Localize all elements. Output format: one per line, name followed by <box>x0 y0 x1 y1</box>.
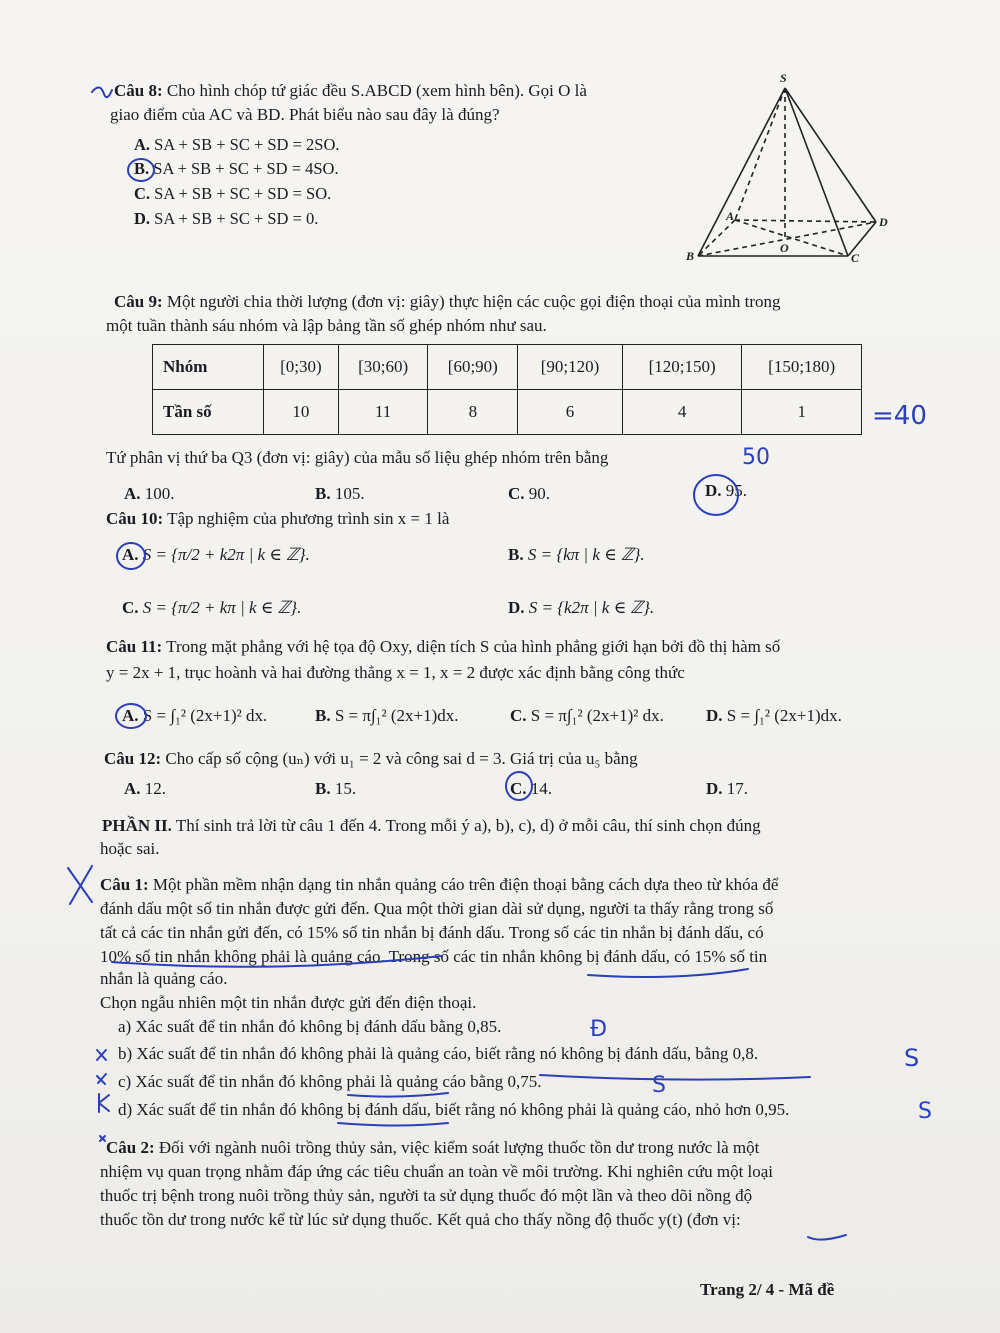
q10-line1: Câu 10: Tập nghiệm của phương trình sin x = 1 là <box>106 509 450 528</box>
vertex-b-label: B <box>686 249 695 263</box>
table-cell: [150;180) <box>742 345 862 390</box>
vertex-s-label: S <box>780 71 787 85</box>
table-cell: [120;150) <box>622 345 742 390</box>
ink-underline-1 <box>112 956 442 967</box>
q9-option-a: A. 100. <box>124 484 175 503</box>
p2q1-item-a: a) Xác suất để tin nhắn đó không bị đánh dấu bằng 0,85. <box>118 1017 502 1036</box>
q11-option-d: D. S = ∫₁² (2x+1)dx. <box>706 706 842 725</box>
table-cell: [90;120) <box>518 345 623 390</box>
p2q1-item-b: b) Xác suất để tin nhắn đó không phải là quảng cáo, biết rằng nó không bị đánh dấu, bằng 0,8. <box>118 1044 759 1063</box>
q11-line1: Câu 11: Trong mặt phẳng với hệ tọa độ Oxy, diện tích S của hình phẳng giới hạn bởi đồ thị hàm số <box>106 637 781 656</box>
q8-line2: giao điểm của AC và BD. Phát biểu nào sau đây là đúng? <box>110 105 500 124</box>
ink-x-c <box>97 1074 106 1084</box>
ink-circle-q11-a <box>116 704 146 728</box>
table-cell: 4 <box>622 390 742 435</box>
q9-line2: một tuần thành sáu nhóm và lập bảng tần số ghép nhóm như sau. <box>106 316 547 335</box>
q10-option-d: D. S = {k2π | k ∈ ℤ}. <box>508 598 655 617</box>
p2q1-line3: tất cả các tin nhắn gửi đến, có 15% số tin nhắn bị đánh dấu. Trong số các tin nhắn bị đánh dấu, có <box>100 923 764 942</box>
ink-circle-q8-b <box>128 159 154 181</box>
q11-line2: y = 2x + 1, trục hoành và hai đường thẳng x = 1, x = 2 được xác định bằng công thức <box>106 663 685 682</box>
ink-underline-3 <box>540 1075 810 1080</box>
q8-option-a: A. SA + SB + SC + SD = 2SO. <box>134 135 340 154</box>
ink-x-q2 <box>100 1136 105 1141</box>
table-cell: 10 <box>264 390 339 435</box>
p2q1-line6: Chọn ngẫu nhiên một tin nhắn được gửi đến điện thoại. <box>100 993 477 1012</box>
page-footer: Trang 2/ 4 - Mã đề <box>700 1280 835 1299</box>
table-cell: 1 <box>742 390 862 435</box>
ink-mark-s2: S <box>652 1073 666 1098</box>
q9-line1: Câu 9: Một người chia thời lượng (đơn vị: giây) thực hiện các cuộc gọi điện thoại của mình trong <box>114 292 781 311</box>
q9-option-c: C. 90. <box>508 484 551 503</box>
table-cell: 6 <box>518 390 623 435</box>
p2q1-line4: 10% số tin nhắn không phải là quảng cáo. Trong số các tin nhắn không bị đánh dấu, có 15% số tin <box>100 947 768 966</box>
p2q2-line1: Câu 2: Đối với ngành nuôi trồng thủy sản, việc kiểm soát lượng thuốc tồn dư trong nước là một <box>106 1138 760 1157</box>
p2q2-line2: nhiệm vụ quan trọng nhằm đáp ứng các tiêu chuẩn an toàn về môi trường. Khi nghiên cứu một loại <box>100 1162 774 1181</box>
ink-x-b <box>97 1050 106 1060</box>
q9-question: Tứ phân vị thứ ba Q3 (đơn vị: giây) của mẫu số liệu ghép nhóm trên bằng <box>106 448 609 467</box>
q12-option-b: B. 15. <box>315 779 357 798</box>
q8-option-b: B. SA + SB + SC + SD = 4SO. <box>134 159 339 178</box>
p2q2-line4: thuốc tồn dư trong nước kể từ lúc sử dụng thuốc. Kết quả cho thấy nồng độ thuốc y(t) (đơn vị: <box>100 1210 741 1229</box>
q12-line1: Câu 12: Cho cấp số cộng (uₙ) với u₁ = 2 và công sai d = 3. Giá trị của u₅ bằng <box>104 749 638 768</box>
table-header-nhom: Nhóm <box>153 345 264 390</box>
table-cell: 11 <box>338 390 428 435</box>
ink-x-mark <box>68 866 92 904</box>
ink-check-q8 <box>92 87 112 97</box>
q12-option-a: A. 12. <box>124 779 167 798</box>
q11-option-c: C. S = π∫₁² (2x+1)² dx. <box>510 706 664 725</box>
q11-option-a: A. S = ∫₁² (2x+1)² dx. <box>122 706 268 725</box>
table-cell: [0;30) <box>264 345 339 390</box>
ink-mark-50: 50 <box>742 445 770 470</box>
q9-option-b: B. 105. <box>315 484 365 503</box>
q8-option-c: C. SA + SB + SC + SD = SO. <box>134 184 332 203</box>
q9-option-d: D. 95. <box>705 481 748 500</box>
p2q1-item-c: c) Xác suất để tin nhắn đó không phải là quảng cáo bằng 0,75. <box>118 1072 542 1091</box>
vertex-d-label: D <box>879 215 888 229</box>
part2-line2: hoặc sai. <box>100 839 160 858</box>
vertex-c-label: C <box>851 251 860 265</box>
ink-sum-40: =40 <box>872 401 927 431</box>
table-cell: [60;90) <box>428 345 518 390</box>
ink-underline-4 <box>348 1093 448 1097</box>
p2q2-line3: thuốc trị bệnh trong nuôi trồng thủy sản, người ta sử dụng thuốc đó một lần và theo dõi nồng độ <box>100 1186 753 1205</box>
vertex-a-label: A <box>726 209 735 223</box>
p2q1-item-d: d) Xác suất để tin nhắn đó không bị đánh dấu, biết rằng nó không phải là quảng cáo, nhỏ hơn 0,95. <box>118 1100 790 1119</box>
q11-option-b: B. S = π∫₁² (2x+1)dx. <box>315 706 459 725</box>
ink-underline-6 <box>808 1235 846 1240</box>
q10-option-b: B. S = {kπ | k ∈ ℤ}. <box>508 545 645 564</box>
q10-option-c: C. S = {π/2 + kπ | k ∈ ℤ}. <box>122 598 302 617</box>
q8-line1: Câu 8: Cho hình chóp tứ giác đều S.ABCD (xem hình bên). Gọi O là <box>114 81 587 100</box>
ink-circle-q10-a <box>117 543 145 569</box>
ink-underline-2 <box>588 969 748 977</box>
ink-x-d <box>99 1094 109 1112</box>
ink-mark-s1: S <box>904 1044 920 1072</box>
table-header-tanso: Tần số <box>153 390 264 435</box>
q12-option-c: C. 14. <box>510 779 553 798</box>
ink-mark-d: Đ <box>590 1017 608 1042</box>
table-cell: [30;60) <box>338 345 428 390</box>
p2q1-line5: nhắn là quảng cáo. <box>100 969 228 988</box>
q10-option-a: A. S = {π/2 + k2π | k ∈ ℤ}. <box>122 545 310 564</box>
q8-option-d: D. SA + SB + SC + SD = 0. <box>134 209 319 228</box>
ink-underline-5 <box>338 1123 448 1126</box>
p2q1-line2: đánh dấu một số tin nhắn được gửi đến. Qua một thời gian dài sử dụng, người ta thấy rằng trong số <box>100 899 774 918</box>
q12-option-d: D. 17. <box>706 779 749 798</box>
p2q1-line1: Câu 1: Một phần mềm nhận dạng tin nhắn quảng cáo trên điện thoại bằng cách dựa theo từ khóa để <box>100 875 779 894</box>
vertex-o-label: O <box>780 241 789 255</box>
ink-circle-q12-c <box>506 772 532 800</box>
part2-line1: PHẦN II. Thí sinh trả lời từ câu 1 đến 4. Trong mỗi ý a), b), c), d) ở mỗi câu, thí sinh chọn đúng <box>102 816 761 835</box>
table-cell: 8 <box>428 390 518 435</box>
ink-circle-q9-d <box>694 475 738 515</box>
ink-mark-s3: S <box>918 1099 932 1124</box>
